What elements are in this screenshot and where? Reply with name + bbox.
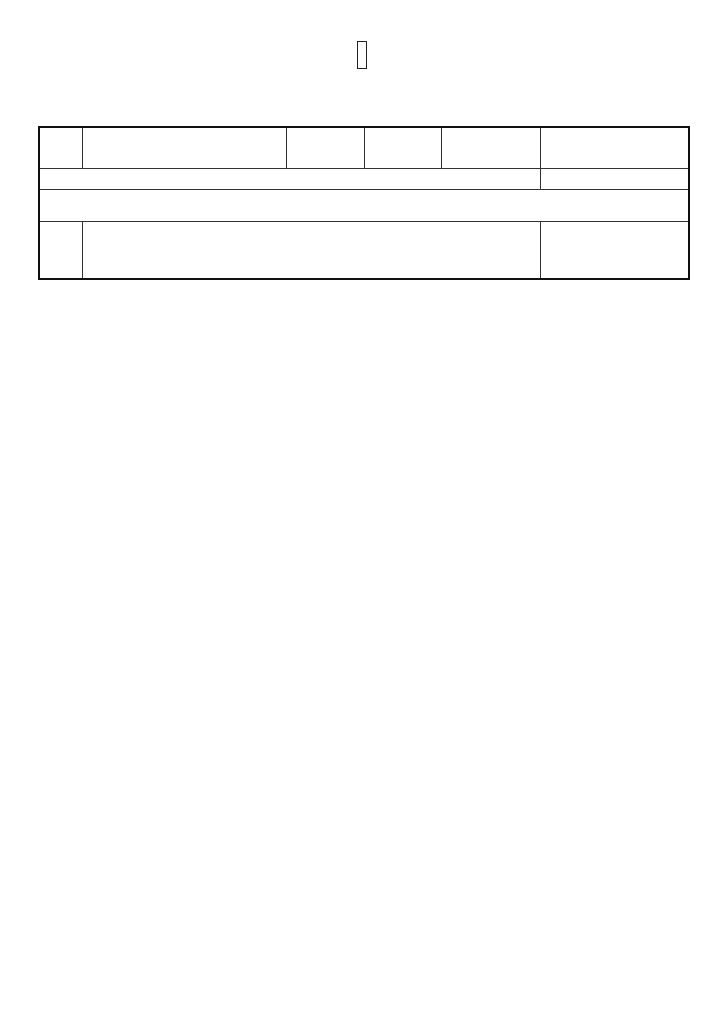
prep-label xyxy=(39,169,540,190)
prep-time xyxy=(540,169,689,190)
break-cell xyxy=(39,190,689,222)
final-discussion-label xyxy=(82,222,540,280)
header-location-time xyxy=(540,127,689,169)
header-students xyxy=(441,127,540,169)
document-title-line1 xyxy=(0,42,724,68)
break-row xyxy=(39,190,689,222)
prep-row xyxy=(39,169,689,190)
division-name-boxed xyxy=(357,41,367,69)
schedule-table xyxy=(38,126,690,280)
header-reviewers xyxy=(364,127,441,169)
header-advisor xyxy=(286,127,364,169)
header-serial-topic xyxy=(82,127,286,169)
final-discussion-row xyxy=(39,222,689,280)
final-order-cell xyxy=(39,222,82,280)
final-location-cell xyxy=(540,222,689,280)
header-order xyxy=(39,127,82,169)
header-row xyxy=(39,127,689,169)
